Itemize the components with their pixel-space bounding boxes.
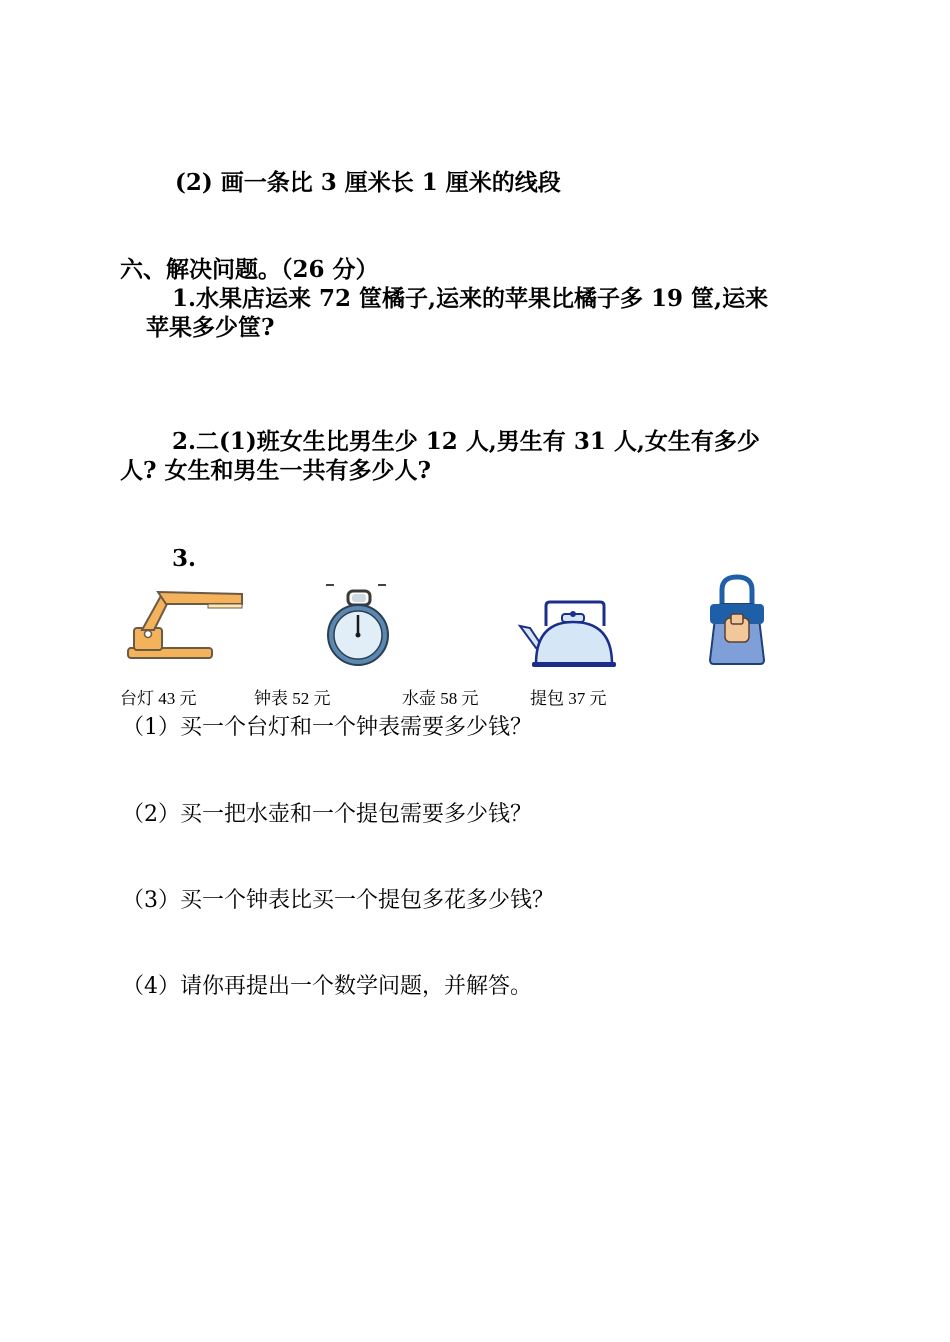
- problem3-number: 3.: [172, 545, 197, 572]
- question-3: （3）买一个钟表比买一个提包多花多少钱？: [122, 888, 554, 913]
- problem2-line1: 2.二(1)班女生比男生少 12 人,男生有 31 人,女生有多少: [172, 428, 760, 455]
- price-caption-lamp: 台灯 43 元: [120, 689, 197, 708]
- desk-lamp-icon: [124, 588, 248, 662]
- question-4: （4）请你再提出一个数学问题，并解答。: [122, 974, 532, 999]
- problem2-line2: 人? 女生和男生一共有多少人?: [120, 457, 431, 484]
- stopwatch-icon: [322, 583, 394, 669]
- question-1: （1）买一个台灯和一个钟表需要多少钱？: [122, 715, 532, 740]
- price-caption-bag: 提包 37 元: [530, 689, 607, 708]
- question-2: （2）买一把水壶和一个提包需要多少钱？: [122, 802, 532, 827]
- section5-item2: (2) 画一条比 3 厘米长 1 厘米的线段: [175, 169, 561, 196]
- price-caption-clock: 钟表 52 元: [254, 689, 331, 708]
- section-heading: 六、解决问题。（26 分）: [120, 256, 379, 283]
- problem1-line1: 1.水果店运来 72 筐橘子,运来的苹果比橘子多 19 筐,运来: [172, 285, 769, 312]
- problem1-line2: 苹果多少筐?: [146, 314, 275, 341]
- price-caption-kettle: 水壶 58 元: [402, 689, 479, 708]
- handbag-icon: [708, 574, 766, 666]
- kettle-icon: [516, 598, 628, 670]
